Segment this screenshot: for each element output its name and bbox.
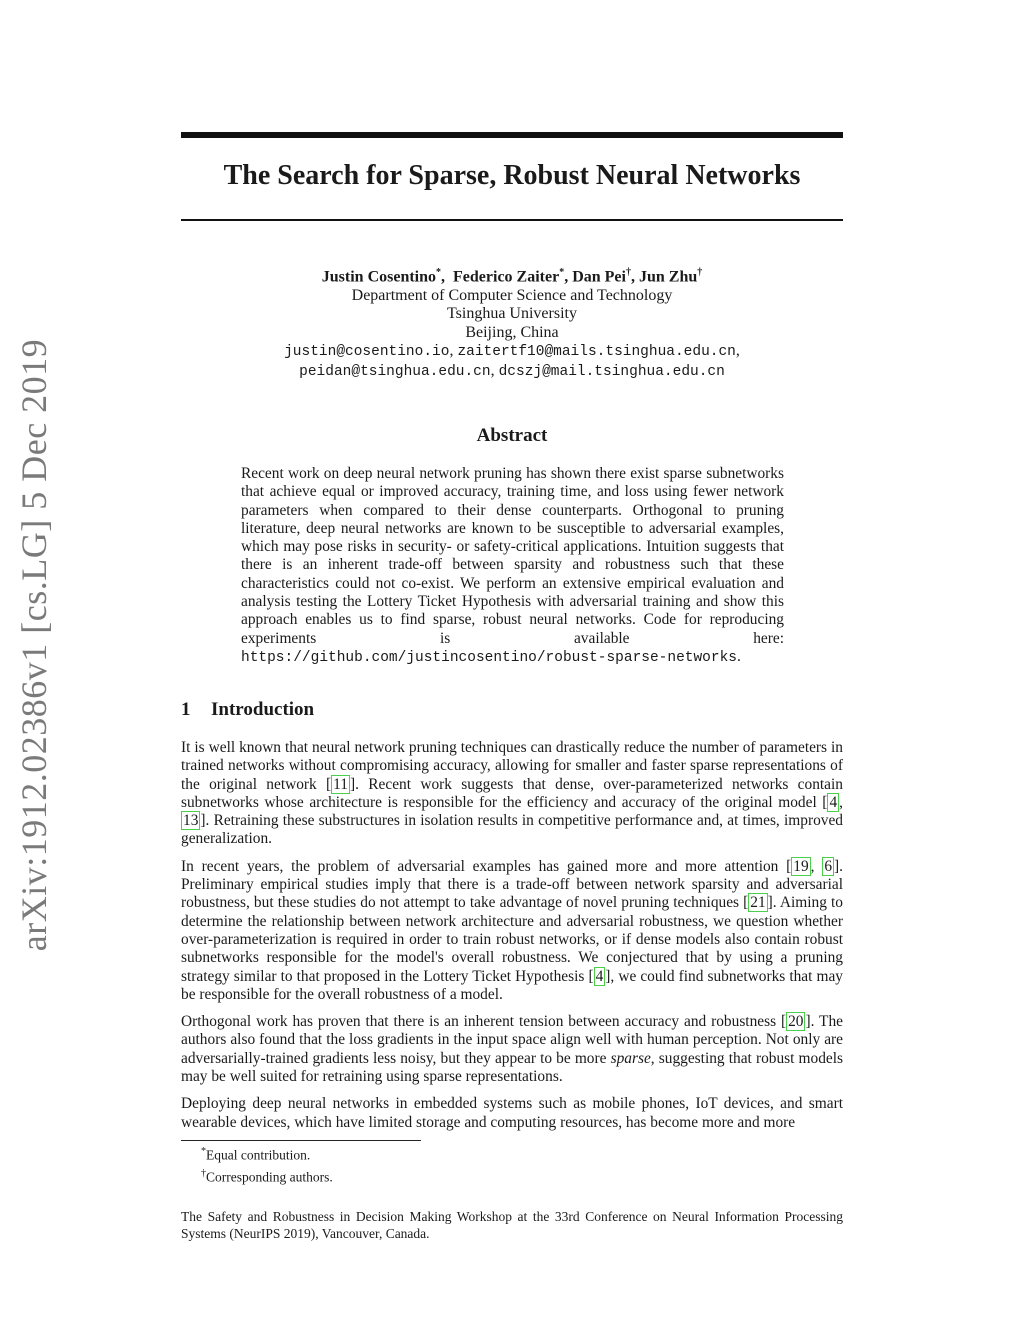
- citation-link[interactable]: 13: [183, 812, 199, 830]
- section-title: Introduction: [211, 699, 315, 720]
- paragraph-text: ]. Recent work suggests that dense, over-parameterized networks contain subnetworks whose architecture is responsible for the efficiency and accuracy of the original model [: [181, 775, 843, 811]
- title-top-rule: [181, 132, 843, 138]
- footnote: [181, 1165, 333, 1187]
- paragraph: [181, 739, 843, 849]
- citation-link[interactable]: 20: [788, 1013, 804, 1031]
- paper-title: The Search for Sparse, Robust Neural Networks: [223, 160, 801, 191]
- email-link[interactable]: zaitertf10@mails.tsinghua.edu.cn: [457, 344, 736, 361]
- code-url-link[interactable]: https://github.com/justincosentino/robust-sparse-networks: [241, 649, 737, 666]
- paragraph-text: Deploying deep neural networks in embedded systems such as mobile phones, IoT devices, and smart wearable devices, which have limited storage and computing resources, has become more and more: [181, 1095, 843, 1131]
- paragraph-text: It is well known that neural network pruning techniques can drastically reduce the number of parameters in trained networks without compromising accuracy, allowing for smaller and faster sparse representations of the original network [: [181, 739, 843, 793]
- paragraph-text: ,: [839, 793, 843, 811]
- email-link[interactable]: peidan@tsinghua.edu.cn: [299, 363, 491, 380]
- author-mark: *: [559, 267, 565, 278]
- author-mark: †: [697, 267, 703, 278]
- footnotes: [181, 1143, 333, 1186]
- author-names: Justin Cosentino*, Federico Zaiter*, Dan Pei†, Jun Zhu†: [321, 267, 703, 286]
- paragraph: [181, 858, 843, 1004]
- paragraph-text: Orthogonal work has proven that there is an inherent tension between accuracy and robustness [: [181, 1013, 787, 1031]
- author-block: [181, 264, 843, 381]
- affiliation-location: Beijing, China: [465, 323, 559, 341]
- footnote: [181, 1143, 333, 1165]
- footnote-mark: *: [201, 1146, 206, 1157]
- paragraph-text: ]. Preliminary empirical studies imply that there is a trade-off between network sparsity and adversarial robustness, but these studies do not attempt to take advantage of novel pruning techniques [: [181, 857, 843, 912]
- footnote-text: Equal contribution.: [206, 1147, 311, 1163]
- paragraph-text: In recent years, the problem of adversarial examples has gained more and more attention [: [181, 857, 792, 875]
- venue-note: The Safety and Robustness in Decision Making Workshop at the 33rd Conference on Neural Information Processing Systems (NeurIPS 2019), Vancouver, Canada.: [181, 1209, 843, 1241]
- author-name: Federico Zaiter: [453, 268, 560, 286]
- paragraph-text: ,: [810, 857, 823, 875]
- paragraph-text: ], we could find subnetworks that may be responsible for the overall robustness of a model.: [181, 967, 843, 1003]
- author-name: Justin Cosentino: [321, 268, 437, 286]
- author-mark: *: [436, 267, 442, 278]
- paragraph-text: ]. The authors also found that the loss gradients in the input space align well with human perception. Not only are adversarially-trained gradients less noisy, but they appear to be more: [181, 1013, 843, 1067]
- citation-link[interactable]: 11: [333, 775, 348, 793]
- affiliation-university: Tsinghua University: [447, 305, 577, 323]
- paragraph-text: ]. Retraining these substructures in isolation results in competitive performance and, at times, improved generalization.: [181, 812, 843, 848]
- author-mark: †: [625, 267, 631, 278]
- email-link[interactable]: dcszj@mail.tsinghua.edu.cn: [498, 363, 725, 380]
- title-bottom-rule: [181, 219, 843, 221]
- arxiv-identifier-text: arXiv:1912.02386v1 [cs.LG] 5 Dec 2019: [14, 338, 54, 952]
- abstract-heading: Abstract: [476, 425, 548, 446]
- footnote-mark: †: [201, 1167, 206, 1179]
- citation-link[interactable]: 21: [750, 894, 766, 912]
- paragraph-text: ]. Aiming to determine the relationship between network architecture and adversarial robustness, we question whether over-parameterization is required in order to train robust networks, or if dense models also contain robust subnetworks responsible for the model's overall robustness. We conjectured that by using a pruning strategy similar to that proposed in the Lottery Ticket Hypothesis [: [181, 894, 843, 985]
- email-line: peidan@tsinghua.edu.cn, dcszj@mail.tsinghua.edu.cn: [299, 361, 725, 380]
- footnote-rule: [181, 1140, 421, 1141]
- affiliation-department: Department of Computer Science and Technology: [351, 286, 673, 304]
- paragraph: [181, 1013, 843, 1086]
- abstract-body: Recent work on deep neural network pruning has shown there exist sparse subnetworks that achieve equal or improved accuracy, training time, and loss using fewer network parameters when compared to their dense counterparts. Orthogonal to pruning literature, deep neural networks are known to be susceptible to adversarial examples, which may pose risks in security- or safety-critical applications. Intuition suggests that there is an inherent trade-off between sparsity and robustness such that these characteristics could not co-exist. We perform an extensive empirical evaluation and analysis testing the Lottery Ticket Hypothesis with adversarial training and show this approach enables us to find sparse, robust neural networks. Code for reproducing experiments is available here: https://github.com/justincosentino/robust-sparse-networks.: [241, 465, 784, 666]
- paragraph-text: , suggesting that robust models may be well suited for retraining using sparse representations.: [181, 1049, 843, 1086]
- citation-link[interactable]: 19: [793, 857, 809, 875]
- introduction-body: [181, 739, 843, 1141]
- author-name: Dan Pei: [572, 268, 626, 286]
- email-line: justin@cosentino.io, zaitertf10@mails.tsinghua.edu.cn,: [284, 342, 740, 361]
- paragraph: [181, 1095, 843, 1132]
- email-link[interactable]: justin@cosentino.io: [284, 344, 450, 361]
- author-name: Jun Zhu: [638, 268, 698, 286]
- emphasis: sparse: [610, 1049, 651, 1067]
- citation-link[interactable]: 4: [829, 793, 838, 811]
- arxiv-identifier: [10, 338, 58, 952]
- citation-link[interactable]: 4: [595, 967, 604, 985]
- section-heading: [181, 699, 314, 721]
- abstract-text: Recent work on deep neural network pruning has shown there exist sparse subnetworks that achieve equal or improved accuracy, training time, and loss using fewer network parameters when compared to their dense counterparts. Orthogonal to pruning literature, deep neural networks are known to be susceptible to adversarial examples, which may pose risks in security- or safety-critical applications. Intuition suggests that there is an inherent trade-off between sparsity and robustness such that these characteristics could not co-exist. We perform an extensive empirical evaluation and analysis testing the Lottery Ticket Hypothesis with adversarial training and show this approach enables us to find sparse, robust neural networks. Code for reproducing experiments is available here:: [241, 465, 784, 647]
- footnote-text: Corresponding authors.: [206, 1169, 333, 1184]
- section-number: 1: [181, 699, 191, 720]
- citation-link[interactable]: 6: [824, 857, 833, 875]
